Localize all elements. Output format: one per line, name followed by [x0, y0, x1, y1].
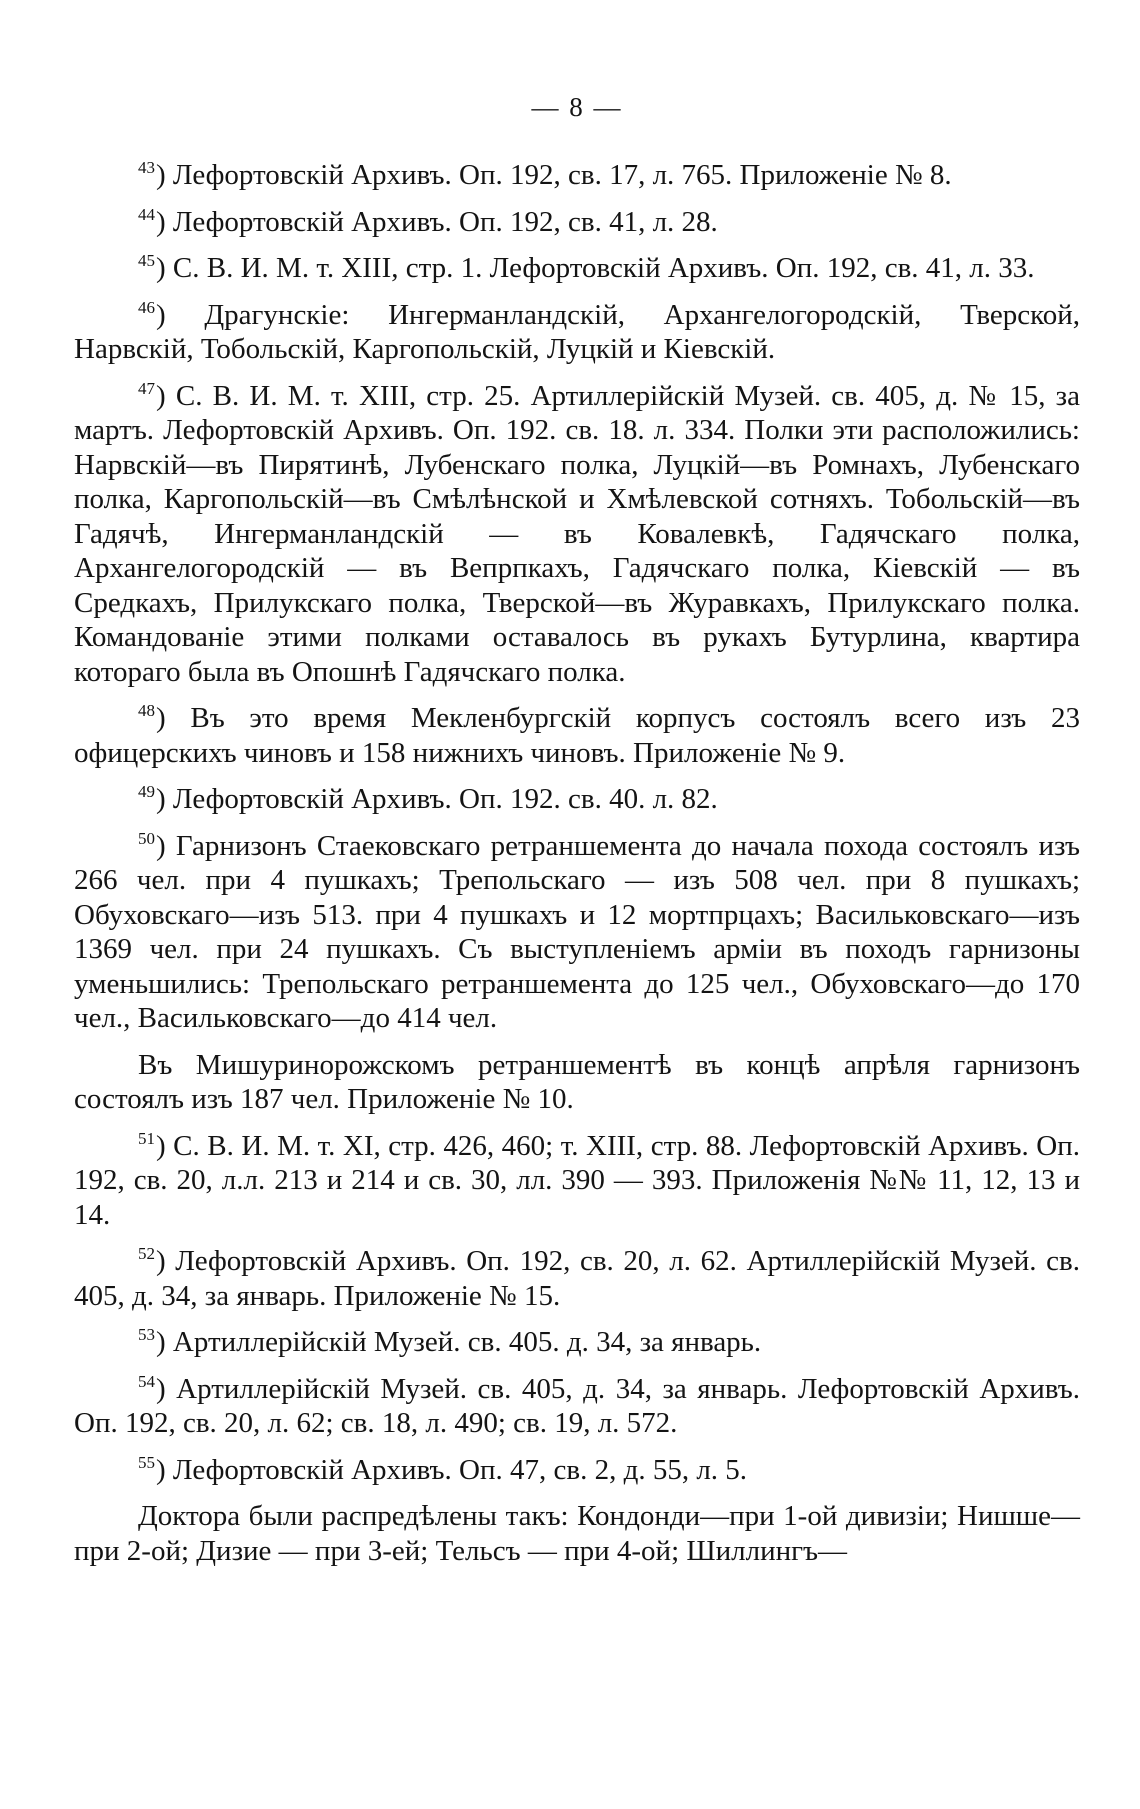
- footnote-55: [74, 1453, 1080, 1488]
- footnote-marker: 44: [138, 204, 155, 224]
- footnote-text: ) Въ это время Мекленбургскій корпусъ состоялъ всего изъ 23 офицерскихъ чиновъ и 158 нижнихъ чиновъ. Приложеніе № 9.: [74, 702, 1080, 769]
- footnote-marker: 50: [138, 828, 155, 848]
- footnote-54: [74, 1372, 1080, 1441]
- footnote-text: Доктора были распредѣлены такъ: Кондонди—при 1-ой дивизіи; Нишше—при 2-ой; Дизие — при 3-ей; Тельсъ — при 4-ой; Шиллингъ—: [74, 1500, 1080, 1567]
- page-number: — 8 —: [531, 92, 623, 122]
- footnote-text: ) Лефортовскій Архивъ. Оп. 192, св. 41, л. 28.: [156, 205, 718, 238]
- footnote-53: [74, 1325, 1080, 1360]
- footnotes-section: [74, 158, 1080, 1580]
- footnote-marker: 43: [138, 158, 155, 177]
- footnote-marker: 48: [138, 701, 155, 720]
- footnote-marker: 54: [138, 1371, 155, 1391]
- footnote-marker: 49: [138, 782, 155, 801]
- footnote-marker: 55: [138, 1452, 155, 1472]
- footnote-marker: 52: [138, 1244, 155, 1263]
- footnote-text: ) Лефортовскій Архивъ. Оп. 192. св. 40. л. 82.: [156, 783, 718, 815]
- footnote-marker: 53: [138, 1325, 155, 1344]
- footnote-text: ) С. В. И. М. т. XIII, стр. 1. Лефортовскій Архивъ. Оп. 192, св. 41, л. 33.: [156, 252, 1035, 284]
- footnote-text: ) С. В. И. М. т. XI, стр. 426, 460; т. XIII, стр. 88. Лефортовскій Архивъ. Оп. 192, св. 20, л.л. 213 и 214 и св. 30, лл. 390 — 393. Приложенія №№ 11, 12, 13 и 14.: [74, 1129, 1080, 1231]
- footnote-50: [74, 829, 1080, 1036]
- footnote-marker: 46: [138, 297, 155, 317]
- footnote-51: [74, 1129, 1080, 1233]
- footnote-44: [74, 205, 1080, 240]
- footnote-46: [74, 298, 1080, 367]
- footnote-marker: 51: [138, 1128, 155, 1148]
- footnote-marker: 45: [138, 251, 155, 270]
- footnote-43: [74, 158, 1080, 193]
- footnote-45: [74, 251, 1080, 286]
- footnote-52: [74, 1244, 1080, 1313]
- footnote-48: [74, 701, 1080, 770]
- footnote-text: ) Лефортовскій Архивъ. Оп. 192, св. 17, л. 765. Приложеніе № 8.: [156, 159, 952, 191]
- footnote-text: ) Артиллерійскій Музей. св. 405, д. 34, за январь. Лефортовскій Архивъ. Оп. 192, св. 20, л. 62; св. 18, л. 490; св. 19, л. 572.: [74, 1372, 1080, 1439]
- footnote-text: ) Драгунскіе: Ингерманландскій, Архангелогородскій, Тверской, Нарвскій, Тобольскій, Каргопольскій, Луцкій и Кіевскій.: [74, 298, 1080, 365]
- footnote-text: ) Лефортовскій Архивъ. Оп. 192, св. 20, л. 62. Артиллерійскій Музей. св. 405, д. 34, за январь. Приложеніе № 15.: [74, 1245, 1080, 1312]
- footnote-47: [74, 379, 1080, 690]
- footnote-text: ) Лефортовскій Архивъ. Оп. 47, св. 2, д. 55, л. 5.: [156, 1453, 748, 1486]
- footnote-55-continuation: [74, 1499, 1080, 1568]
- footnote-49: [74, 782, 1080, 817]
- footnote-text: ) С. В. И. М. т. XIII, стр. 25. Артиллерійскій Музей. св. 405, д. № 15, за мартъ. Лефортовскій Архивъ. Оп. 192. св. 18. л. 334. Полки эти расположились: Нарвскій—въ Пирятинѣ, Лубенскаго полка, Луцкій—въ Ромнахъ, Лубенскаго полка, Каргопольскій—въ Смѣлѣнской и Хмѣлевской сотняхъ. Тобольскій—въ Гадячѣ, Ингерманландскій — въ Ковалевкѣ, Гадячскаго полка, Архангелогородскій — въ Вепрпкахъ, Гадячскаго полка, Кіевскій — въ Средкахъ, Прилукскаго полка, Тверской—въ Журавкахъ, Прилукскаго полка. Командованіе этими полками оставалось въ рукахъ Бутурлина, квартира котораго была въ Опошнѣ Гадячскаго полка.: [74, 379, 1080, 688]
- footnote-marker: 47: [138, 378, 155, 398]
- footnote-text: Въ Мишуриноpожскомъ ретраншементѣ въ концѣ апрѣля гарнизонъ состоялъ изъ 187 чел. Приложеніе № 10.: [74, 1048, 1080, 1115]
- footnote-text: ) Гарнизонъ Стаековскаго ретраншемента до начала похода состоялъ изъ 266 чел. при 4 пушкахъ; Трепольскаго — изъ 508 чел. при 8 пушкахъ; Обуховскаго—изъ 513. при 4 пушкахъ и 12 мортпрцахъ; Васильковскаго—изъ 1369 чел. при 24 пушкахъ. Съ выступленіемъ арміи въ походъ гарнизоны уменьшились: Трепольскаго ретраншемента до 125 чел., Обуховскаго—до 170 чел., Васильковскаго—до 414 чел.: [74, 829, 1080, 1034]
- footnote-text: ) Артиллерійскій Музей. св. 405. д. 34, за январь.: [156, 1326, 762, 1358]
- footnote-50-continuation: [74, 1048, 1080, 1117]
